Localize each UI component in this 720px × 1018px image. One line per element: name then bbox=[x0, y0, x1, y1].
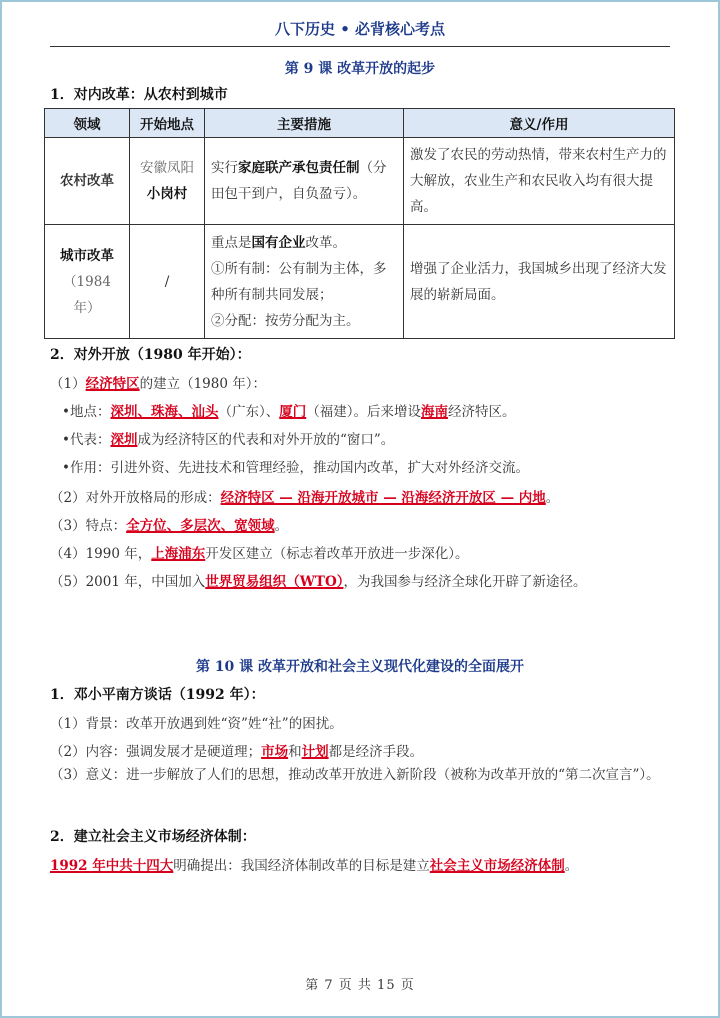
field-year: （1984 年） bbox=[63, 273, 111, 316]
table-header-cell: 意义/作用 bbox=[404, 109, 675, 138]
text: 开发区建立（标志着改革开放进一步深化）。 bbox=[205, 546, 469, 562]
text: 明确提出：我国经济体制改革的目标是建立 bbox=[173, 858, 430, 874]
measure-line: ②分配：按劳分配为主。 bbox=[211, 312, 360, 329]
text: 都是经济手段。 bbox=[328, 744, 424, 760]
header-divider bbox=[50, 46, 670, 47]
bullet-representative bbox=[50, 428, 680, 448]
reform-table bbox=[44, 108, 675, 339]
table-cell-measure bbox=[205, 138, 404, 225]
text: （5）2001 年，中国加入 bbox=[50, 574, 206, 590]
measure-text: （分田包干到户，自负盈亏）。 bbox=[211, 160, 387, 202]
key-term: 经济特区 bbox=[85, 376, 140, 392]
table-header-row bbox=[45, 109, 675, 138]
table-header-cell: 主要措施 bbox=[205, 109, 404, 138]
text: （广东）、 bbox=[218, 404, 280, 420]
measure-bold-text: 国有企业 bbox=[251, 234, 306, 251]
talk-line-2 bbox=[50, 740, 680, 760]
place-line: 小岗村 bbox=[146, 186, 188, 202]
text: 成为经济特区的代表和对外开放的“窗口”。 bbox=[137, 432, 395, 448]
text: •代表： bbox=[62, 432, 111, 448]
page-header: 八下历史 • 必背核心考点 bbox=[274, 20, 446, 38]
bullet-content: •作用：引进外资、先进技术和管理经验，推动国内改革，扩大对外经济交流。 bbox=[62, 460, 529, 476]
key-term: 社会主义市场经济体制 bbox=[429, 858, 565, 874]
table-row bbox=[45, 138, 675, 225]
measure-line bbox=[211, 230, 397, 256]
table-header-cell: 开始地点 bbox=[130, 109, 205, 138]
measure-bold-text: 家庭联产承包责任制 bbox=[238, 160, 360, 176]
key-term: 市场 bbox=[261, 744, 289, 760]
section-southern-talk-heading: 1．邓小平南方谈话（1992 年）： bbox=[50, 687, 265, 703]
key-term: 海南 bbox=[420, 404, 448, 420]
key-term: 世界贸易组织（WTO） bbox=[205, 574, 344, 590]
key-term: 深圳 bbox=[110, 432, 138, 448]
text: 。 bbox=[274, 518, 289, 534]
section-opening-up-heading: 2．对外开放（1980 年开始）： bbox=[50, 347, 251, 363]
text: （2）对外开放格局的形成： bbox=[50, 490, 221, 506]
table-cell-place bbox=[130, 138, 205, 225]
text: 的建立（1980 年）： bbox=[139, 376, 266, 392]
lesson-10-title: 第 10 课 改革开放和社会主义现代化建设的全面展开 bbox=[195, 659, 525, 675]
field-label: 城市改革 bbox=[60, 247, 114, 264]
table-header-cell: 领域 bbox=[45, 109, 130, 138]
market-line-1 bbox=[50, 854, 680, 874]
table-cell-meaning: 激发了农民的劳动热情，带来农村生产力的大解放，农业生产和农民收入均有很大提高。 bbox=[404, 138, 675, 225]
table-cell-field bbox=[45, 225, 130, 339]
opening-line-4 bbox=[50, 542, 680, 562]
measure-line: ①所有制：公有制为主体，多种所有制共同发展； bbox=[211, 260, 387, 303]
table-cell-field: 农村改革 bbox=[45, 138, 130, 225]
opening-line-2 bbox=[50, 486, 680, 506]
key-term: 上海浦东 bbox=[151, 546, 206, 562]
key-term: 全方位、多层次、宽领域 bbox=[126, 518, 275, 534]
key-term: 厦门 bbox=[279, 404, 307, 420]
text: （福建）。后来增设 bbox=[306, 404, 421, 420]
talk-line-3: （3）意义：进一步解放了人们的思想，推动改革开放进入新阶段（被称为改革开放的“第二次宣言”）。 bbox=[50, 767, 660, 783]
text: （3）特点： bbox=[50, 518, 127, 534]
lesson-9-title: 第 9 课 改革开放的起步 bbox=[284, 61, 436, 77]
measure-text: 重点是 bbox=[211, 234, 252, 251]
text: 。 bbox=[564, 858, 579, 874]
text: 。 bbox=[545, 490, 560, 506]
bullet-content bbox=[62, 404, 515, 420]
section-market-economy-heading: 2．建立社会主义市场经济体制： bbox=[50, 829, 256, 845]
table-cell-measure bbox=[205, 225, 404, 339]
text: （2）内容：强调发展才是硬道理； bbox=[50, 744, 262, 760]
text: •地点： bbox=[62, 404, 111, 420]
key-term: 经济特区 — 沿海开放城市 — 沿海经济开放区 — 内地 bbox=[220, 490, 546, 506]
page-number: 第 7 页 共 15 页 bbox=[305, 978, 415, 993]
opening-line-3 bbox=[50, 514, 680, 534]
talk-line-1: （1）背景：改革开放遇到姓“资”姓“社”的困扰。 bbox=[50, 716, 343, 732]
opening-line-5 bbox=[50, 570, 680, 590]
table-cell-meaning: 增强了企业活力，我国城乡出现了经济大发展的崭新局面。 bbox=[404, 225, 675, 339]
text: 经济特区。 bbox=[447, 404, 516, 420]
section-domestic-reform-heading: 1．对内改革：从农村到城市 bbox=[50, 87, 228, 103]
bullet-content bbox=[62, 432, 394, 448]
measure-text: 改革。 bbox=[305, 234, 346, 251]
text: （1） bbox=[50, 376, 86, 392]
text: ，为我国参与经济全球化开辟了新途径。 bbox=[343, 574, 587, 590]
opening-line-1 bbox=[50, 372, 680, 392]
bullet-function bbox=[50, 456, 680, 476]
place-line: 安徽凤阳 bbox=[140, 160, 194, 176]
text: 和 bbox=[288, 744, 302, 760]
text: （4）1990 年， bbox=[50, 546, 152, 562]
key-term: 计划 bbox=[301, 744, 329, 760]
table-cell-place: / bbox=[130, 225, 205, 339]
measure-text: 实行 bbox=[211, 160, 238, 176]
table-row bbox=[45, 225, 675, 339]
bullet-location bbox=[50, 400, 680, 420]
key-term: 深圳、珠海、汕头 bbox=[110, 404, 219, 420]
key-term: 1992 年中共十四大 bbox=[50, 858, 174, 874]
